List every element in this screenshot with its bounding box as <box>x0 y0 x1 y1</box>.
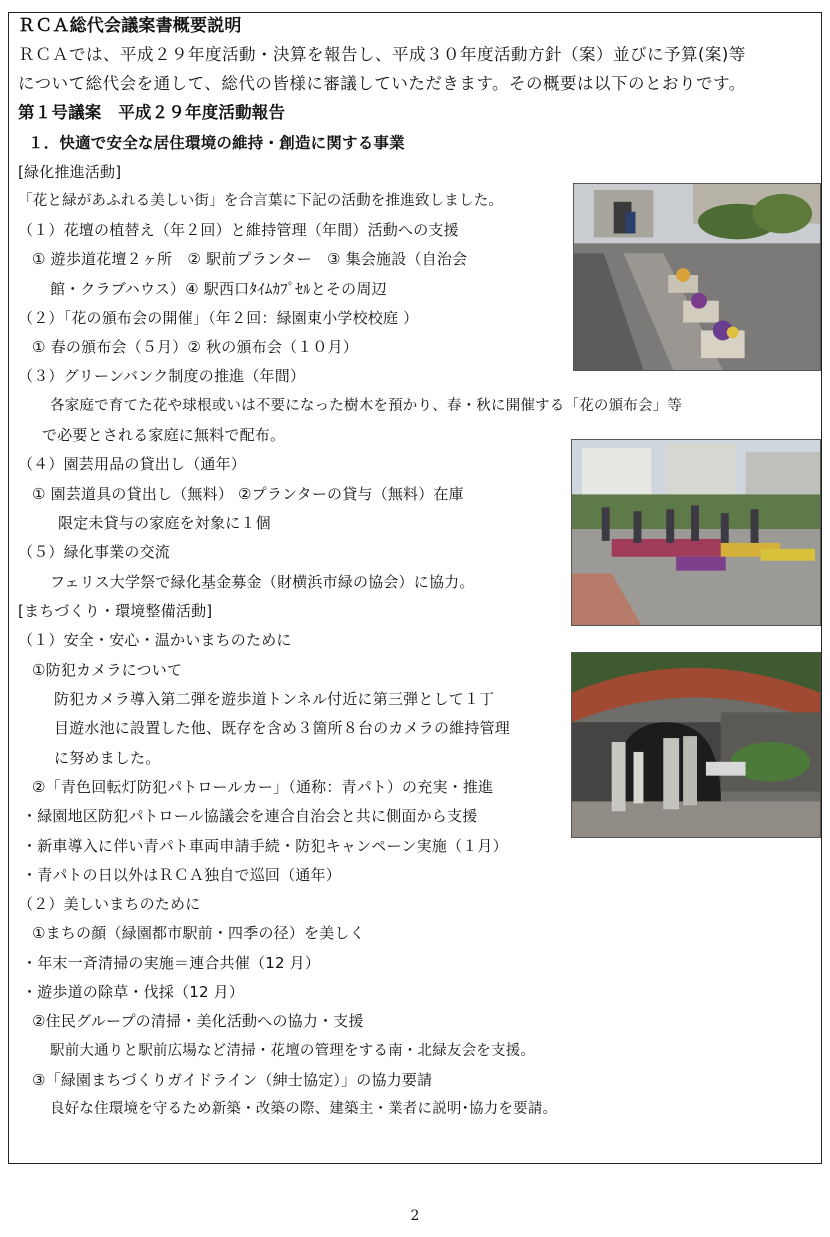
town-line: 駅前大通りと駅前広場など清掃・花壇の管理をする南・北緑友会を支援。 <box>50 1043 536 1059</box>
greening-line: 各家庭で育てた花や球根或いは不要になった樹木を預かり、春・秋に開催する「花の頒布会」等 <box>50 398 683 414</box>
greening-heading: [緑化推進活動] <box>18 163 122 181</box>
town-line: ①防犯カメラについて <box>32 661 183 679</box>
greening-line: （２）「花の頒布会の開催」（年２回：緑園東小学校校庭 ） <box>18 309 419 327</box>
town-line: （１）安全・安心・温かいまちのために <box>18 631 292 649</box>
town-line: ①まちの顔（緑園都市駅前・四季の径）を美しく <box>32 924 365 942</box>
greening-line: （１）花壇の植替え（年２回）と維持管理（年間）活動への支援 <box>18 221 459 239</box>
town-heading: [まちづくり・環境整備活動] <box>18 602 213 620</box>
town-line: ・青パトの日以外はＲＣＡ独自で巡回（通年） <box>22 866 341 884</box>
town-line: ・緑園地区防犯パトロール協議会を連合自治会と共に側面から支援 <box>22 807 478 825</box>
greening-line: 館・クラブハウス）④ 駅西口ﾀｲﾑｶﾌﾟｾﾙとその周辺 <box>50 280 387 298</box>
greening-line: （４）園芸用品の貸出し（通年） <box>18 455 247 473</box>
page-number: 2 <box>410 1208 420 1224</box>
greening-line: （３）グリーンバンク制度の推進（年間） <box>18 367 306 385</box>
greening-line: ① 春の頒布会（５月）② 秋の頒布会（１０月） <box>32 338 359 356</box>
town-line: ・年末一斉清掃の実施＝連合共催（12 月） <box>22 954 321 972</box>
town-line: （２）美しいまちのために <box>18 895 201 913</box>
document-title: ＲＣＡ総代会議案書概要説明 <box>18 16 242 36</box>
photo-tunnel-patrol <box>571 652 821 838</box>
photo-flower-distribution <box>571 439 821 626</box>
greening-line: ① 遊歩道花壇２ヶ所 ② 駅前プランター ③ 集会施設（自治会 <box>32 250 468 268</box>
town-line: ②「青色回転灯防犯パトロールカー」（通称：青パト）の充実・推進 <box>32 778 494 796</box>
greening-line: （５）緑化事業の交流 <box>18 543 171 561</box>
town-line: ・遊歩道の除草・伐採（12 月） <box>22 983 245 1001</box>
town-line: に努めました。 <box>54 749 161 767</box>
town-line: ②住民グループの清掃・美化活動への協力・支援 <box>32 1012 364 1030</box>
town-line: 防犯カメラ導入第二弾を遊歩道トンネル付近に第三弾として１丁 <box>54 690 495 708</box>
town-line: ③「緑園まちづくりガイドライン（紳士協定）」の協力要請 <box>32 1071 433 1089</box>
town-line: 目遊水池に設置した他、既存を含め３箇所８台のカメラの維持管理 <box>54 719 511 737</box>
greening-line: 「花と緑があふれる美しい街」を合言葉に下記の活動を推進致しました。 <box>18 193 504 209</box>
intro-line-1: ＲＣＡでは、平成２９年度活動・決算を報告し、平成３０年度活動方針（案）並びに予算(案)等 <box>18 45 746 64</box>
photo-flower-beds <box>573 183 821 371</box>
greening-line: で必要とされる家庭に無料で配布。 <box>42 426 286 444</box>
town-line: ・新車導入に伴い青パト車両申請手続・防犯キャンペーン実施（１月） <box>22 837 508 855</box>
intro-line-2: について総代会を通して、総代の皆様に審議していただきます。その概要は以下のとおりです。 <box>18 74 746 93</box>
greening-line: ① 園芸道具の貸出し（無料） ②プランターの貸与（無料）在庫 <box>32 485 464 503</box>
greening-line: 限定未貸与の家庭を対象に１個 <box>58 514 271 532</box>
greening-line: フェリス大学祭で緑化基金募金（財横浜市緑の協会）に協力。 <box>50 573 475 591</box>
agenda-heading: 第１号議案 平成２９年度活動報告 <box>18 103 286 122</box>
section1-heading: １．快適で安全な居住環境の維持・創造に関する事業 <box>28 134 405 152</box>
town-line: 良好な住環境を守るため新築・改築の際、建築主・業者に説明･協力を要請。 <box>50 1101 558 1117</box>
